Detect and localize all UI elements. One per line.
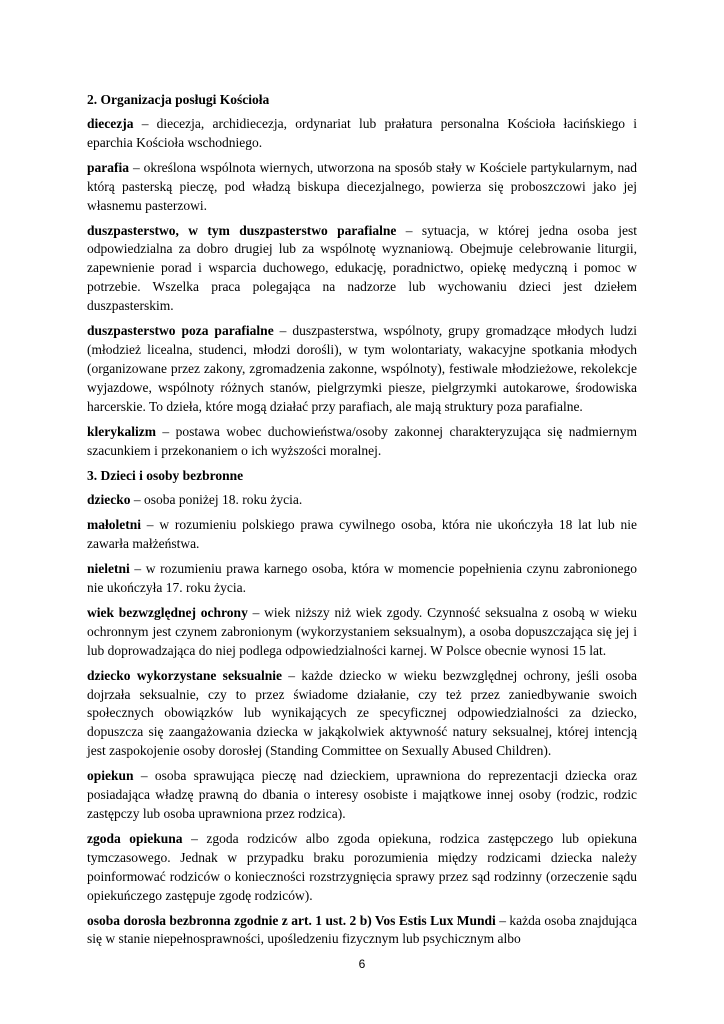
page-number: 6 (358, 957, 366, 971)
definition-text: – w rozumieniu prawa karnego osoba, która w momencie popełnienia czynu zabronionego nie ukończyła 17. roku życia. (87, 561, 637, 596)
definition-text: – postawa wobec duchowieństwa/osoby zakonnej charakteryzująca się nadmiernym szacunkiem i przekonaniem o ich wyższości moralnej. (87, 423, 637, 458)
definition-text: – diecezja, archidiecezja, ordynariat lub prałatura personalna Kościoła łacińskiego i eparchia Kościoła wschodniego. (87, 116, 637, 150)
definition-term: wiek bezwzględnej ochrony (87, 604, 248, 620)
definition-term: duszpasterstwo poza parafialne (87, 323, 274, 339)
definition-text: – sytuacja, w której jedna osoba jest odpowiedzialna za dobro drugiej lub za wspólnotę wyznaniową. Obejmuje celebrowanie liturgii, zapewnienie porad i wsparcia duchowego, edukację, poradnictwo, opiekę medyczną i pomoc w potrzebie. Wszelka praca polegająca na nadzorze lub wychowaniu dzieci jest dziełem duszpasterskim. (87, 222, 637, 314)
definition-term: zgoda opiekuna (87, 830, 183, 846)
document-body (87, 90, 637, 955)
definition-diecezja (87, 115, 637, 153)
definition-term: dziecko (87, 492, 131, 508)
definition-term: klerykalizm (87, 423, 156, 439)
definition-dziecko (87, 491, 637, 510)
section-heading-dzieci: 3. Dzieci i osoby bezbronne (87, 468, 244, 484)
definition-term: diecezja (87, 116, 134, 131)
definition-text: – osoba sprawująca pieczę nad dzieckiem, uprawniona do reprezentacji dziecka oraz posiadająca władzę prawną do dbania o interesy osobiste i majątkowe innej osoby (rodzic, rodzic zastępczy lub osoba uprawniona przez rodzica). (87, 768, 637, 821)
definition-text: – osoba poniżej 18. roku życia. (130, 492, 303, 508)
definition-term: dziecko wykorzystane seksualnie (87, 667, 282, 683)
definition-wiek-bezwzglednej-ochrony (87, 604, 637, 661)
definition-duszpasterstwo (87, 222, 637, 317)
definition-text: – każde dziecko w wieku bezwzględnej ochrony, jeśli osoba dojrzała seksualnie, czy to przez świadome działanie, czy też przez zaniedbywanie swoich społecznych obowiązków lub wynikających ze specyficznej odpowiedzialności za dziecko, dopuszcza się zaangażowania dziecka w jakąkolwiek aktywność natury seksualnej, której intencją jest zaspokojenie osoby dorosłej (Standing Committee on Sexually Abused Children). (87, 667, 637, 759)
definition-klerykalizm (87, 423, 637, 461)
definition-text: – określona wspólnota wiernych, utworzona na sposób stały w Kościele partykularnym, nad którą pasterską pieczę, pod władzą biskupa diecezjalnego, powierza się proboszczowi jako jej własnemu pasterzowi. (87, 159, 637, 213)
section-heading-organizacja: 2. Organizacja posługi Kościoła (87, 92, 270, 107)
definition-zgoda-opiekuna (87, 830, 637, 906)
definition-osoba-dorosla-bezbronna (87, 912, 637, 950)
definition-duszpasterstwo-poza-parafialne (87, 322, 637, 417)
definition-dziecko-wykorzystane (87, 667, 637, 762)
definition-nieletni (87, 560, 637, 598)
definition-term: nieletni (87, 561, 130, 577)
definition-term: duszpasterstwo, w tym duszpasterstwo parafialne (87, 222, 397, 238)
definition-text: – duszpasterstwa, wspólnoty, grupy gromadzące młodych ludzi (młodzież licealna, studenci, młodzi dorośli), w tym wolontariaty, wakacyjne spotkania młodych (organizowane przez zakony, zgromadzenia zakonne, wspólnoty), festiwale młodzieżowe, rekolekcje wyjazdowe, wspólnoty różnych stanów, pielgrzymki piesze, pielgrzymki autokarowe, środowiska harcerskie. To dzieła, które mogą działać przy parafiach, ale mają struktury poza parafialne. (87, 323, 637, 414)
definition-term: małoletni (87, 517, 141, 533)
definition-text: – wiek niższy niż wiek zgody. Czynność seksualna z osobą w wieku ochronnym jest czynem zabronionym (wykorzystaniem seksualnym), a osoba dopuszczająca się jej i lub doprowadzająca do niej podlega odpowiedzialności karnej. W Polsce obecnie wynosi 15 lat. (87, 604, 637, 658)
definition-text: – zgoda rodziców albo zgoda opiekuna, rodzica zastępczego lub opiekuna tymczasowego. Jednak w przypadku braku porozumienia między rodzicami dziecka należy poinformować rodziców o konieczności rozstrzygnięcia sprawy przez sąd rodzinny (orzeczenie sądu opiekuńczego zastępuje zgodę rodziców). (87, 830, 638, 903)
definition-term: parafia (87, 159, 129, 175)
definition-term: opiekun (87, 768, 134, 784)
definition-maloletni (87, 516, 637, 554)
definition-opiekun (87, 767, 637, 824)
definition-term: osoba dorosła bezbronna zgodnie z art. 1 ust. 2 b) Vos Estis Lux Mundi (87, 912, 496, 928)
definition-text: – każda osoba znajdująca się w stanie niepełnosprawności, upośledzeniu fizycznym lub psychicznym albo (87, 912, 637, 947)
definition-text: – w rozumieniu polskiego prawa cywilnego osoba, która nie ukończyła 18 lat lub nie zawarła małżeństwa. (87, 517, 637, 552)
definition-parafia (87, 159, 637, 216)
